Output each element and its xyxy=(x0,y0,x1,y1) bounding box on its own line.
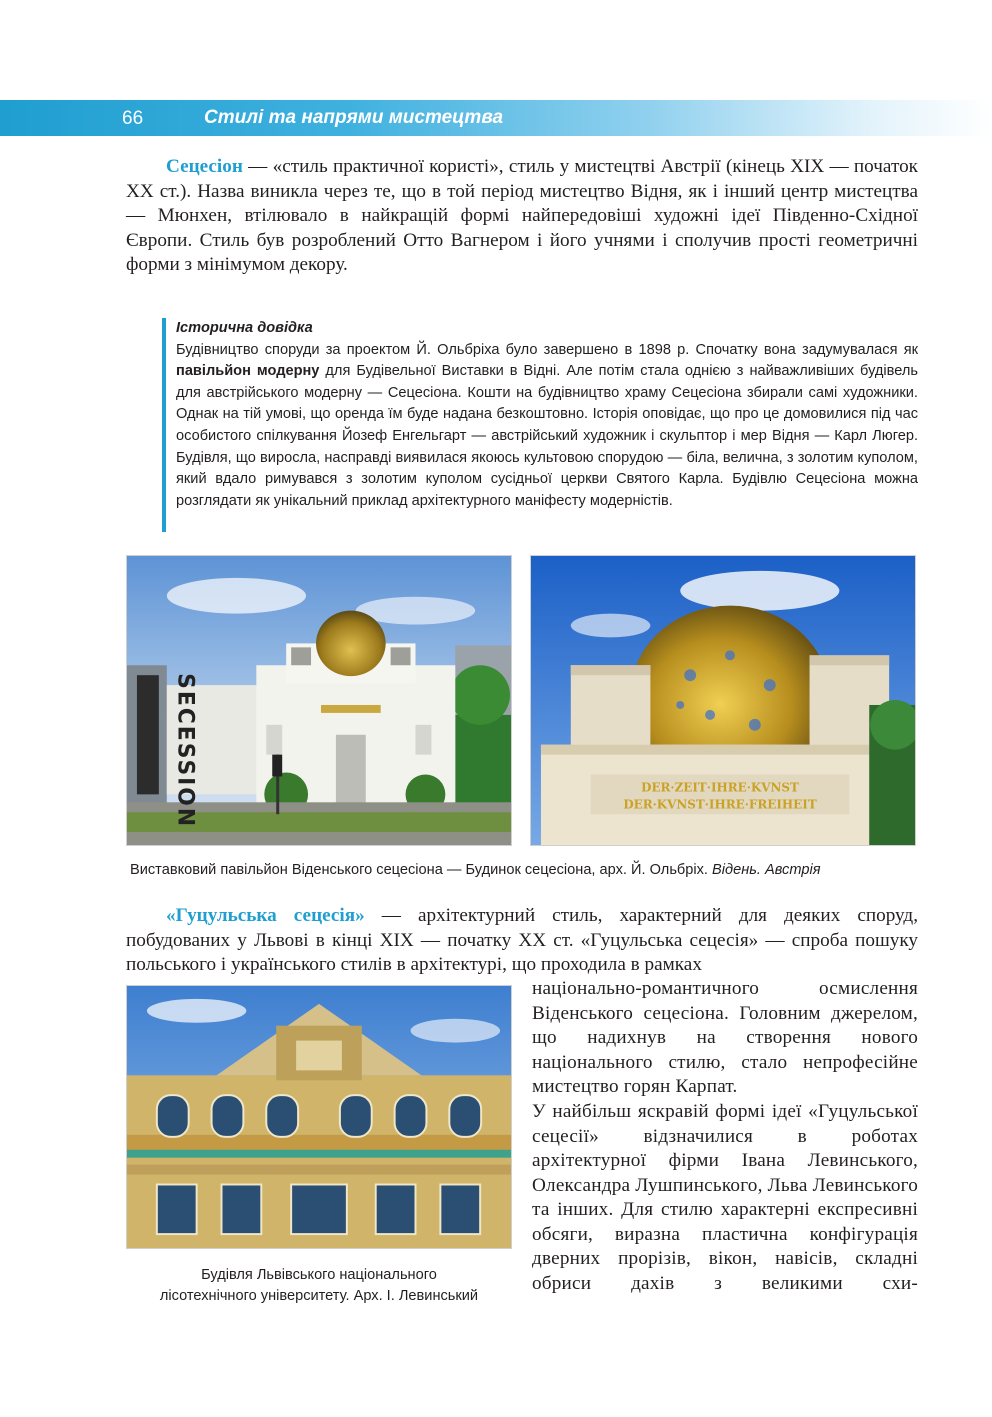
lviv-university-photo xyxy=(126,985,512,1249)
secession-building-photo xyxy=(126,555,512,846)
term-secession: Сецесіон xyxy=(166,156,243,177)
caption-lviv-line2: лісотехнічного університету. Арх. І. Левинський xyxy=(159,1288,479,1304)
caption-secession-place: Відень. Австрія xyxy=(712,862,821,878)
caption-lviv-line1: Будівля Львівського національного xyxy=(201,1267,437,1283)
caption-lviv xyxy=(126,1265,512,1307)
hutsul-col-para1: національно-романтичного осмислення Віденського сецесіона. Головним джерелом, що надихнув на створення нового національного стилю, стало непрофесійне мистецтво горян Карпат. xyxy=(532,978,918,1097)
inscription-line2: DER·KVNST·IHRE·FREIHEIT xyxy=(623,797,817,812)
caption-secession xyxy=(130,860,920,881)
section-title: Стилі та напрями мистецтва xyxy=(204,107,504,128)
hutsul-paragraph-wide xyxy=(126,904,918,978)
historical-note-text-1: Будівництво споруди за проектом Й. Ольбріха було завершено в 1898 р. Спочатку вона задумувалася як xyxy=(176,341,918,358)
historical-note xyxy=(162,318,918,532)
intro-text: — «стиль практичної користі», стиль у мистецтві Австрії (кінець XIX — початок XX ст.). Назва виникла через те, що в той період мистецтво Відня, як і інший центр мистецтва — Мюнхен, втілювало в найкращій формі найпередовіші художні ідеї Південно-Східної Європи. Стиль був розроблений Отто Вагнером і його учнями і сполучив прості геометричні форми з мінімумом декору. xyxy=(126,156,918,275)
page-number: 66 xyxy=(122,108,144,129)
historical-note-title: Історична довідка xyxy=(176,320,313,336)
historical-note-bold: павільйон модерну xyxy=(176,363,320,380)
term-hutsul-secession: «Гуцульська сецесія» xyxy=(166,905,365,926)
intro-paragraph xyxy=(126,155,918,278)
secession-sign-text: SECESSION xyxy=(172,673,198,829)
hutsul-column-paragraph-2 xyxy=(532,1100,918,1296)
hutsul-text-wide: — архітектурний стиль, характерний для деяких споруд, побудованих у Львові в кінці XIX — початку XX ст. «Гуцульська сецесія» — спроба пошуку польського і українського стилів в архітектурі, що проходила в рамках xyxy=(126,905,918,975)
historical-note-text-2: для Будівельної Виставки в Відні. Але потім стала однією з найважливіших будівель для австрійського модерну — Сецесіона. Кошти на будівництво храму Сецесіона збирали самі художники. Однак на тій умові, що оренда їм буде надана безкоштовно. Історія оповідає, що про це домовилися під час особистого спілкування Йозеф Енгельгарт — австрійський художник і скульптор і мер Відня — Карл Люгер. Будівля, що виросла, насправді виявилася якоюсь культовою спорудою — біла, велична, з золотим куполом, який вдало римувався з золотим куполом сусідньої церкви Святого Карла. Будівлю Сецесіона можна розглядати як унікальний приклад архітектурного маніфесту модерністів. xyxy=(176,363,918,509)
inscription-line1: DER·ZEIT·IHRE·KVNST xyxy=(641,780,799,795)
hutsul-column-paragraph-1 xyxy=(532,977,918,1100)
secession-dome-photo xyxy=(530,555,916,846)
hutsul-col-para2: У найбільш яскравій формі ідеї «Гуцульської сецесії» відзначилися в роботах архітектурної фірми Івана Левинського, Олександра Лушпинського, Льва Левинського та інших. Для стилю характерні експресивні обсяги, виразна пластична конфігурація дверних прорізів, вікон, навісів, складні обриси дахів з великими схи- xyxy=(532,1101,918,1294)
caption-secession-main: Виставковий павільйон Віденського сецесіона — Будинок сецесіона, арх. Й. Ольбріх. xyxy=(130,862,713,878)
